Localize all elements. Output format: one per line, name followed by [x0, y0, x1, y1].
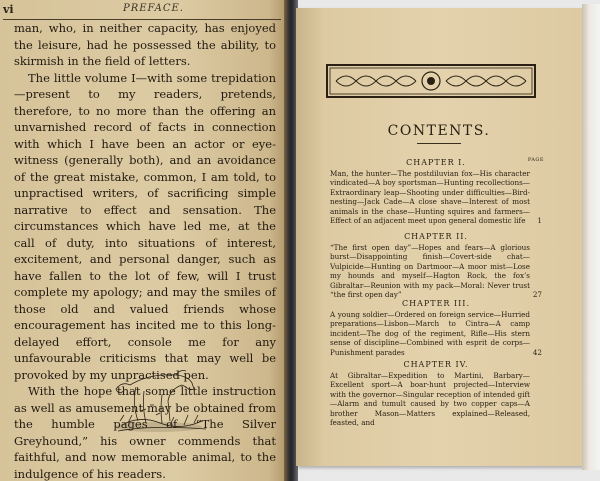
chapter-summary	[330, 310, 542, 357]
chapter-summary-text: A young soldier—Ordered on foreign service—Hurried preparations—Lisbon—March to Cintra—A camp incident—The dog of the regiment, Rifle—His stern sense of discipline—Combined with esprit de corps—Punishment parades	[330, 310, 530, 357]
chapter-summary-text: Man, the hunter—The postdiluvian fox—His character vindicated—A boy sportsman—Hunting recollections—Extraordinary leap—Shooting under difficulties—Bird-nesting—Jack Cade—A close shave—Interest of most animals in the chase—Hunting squires and farmers—Effect of an adjacent meet upon general domestic life	[330, 169, 530, 226]
left-page	[0, 0, 292, 481]
chapter-heading: CHAPTER II.	[404, 232, 468, 241]
chapter-summary	[330, 371, 542, 427]
chapter-heading: CHAPTER III.	[401, 299, 471, 308]
chapter-entry-1	[330, 158, 542, 225]
ornamental-header	[326, 64, 536, 98]
right-page	[296, 8, 582, 466]
chapter-heading: CHAPTER I.	[406, 158, 466, 167]
contents-title: CONTENTS.	[387, 123, 491, 139]
page-column-label: PAGE	[527, 157, 544, 163]
chapter-page-number: 27	[532, 290, 542, 300]
chapter-summary	[330, 169, 542, 225]
chapter-entry-4	[330, 360, 542, 427]
chapter-summary	[330, 243, 542, 299]
paragraph: With the hope that some little instruction as well as amusement may be obtained from the humble pages of “The Silver Greyhound,” his owner commends that faithful, and now memorable animal, to the indulgence of his readers.	[14, 384, 276, 481]
page-edges	[582, 4, 600, 470]
paragraph: The little volume I—with some trepidation—present to my readers, pretends, therefore, to no more than the offering an unvarnished record of facts in connection with which I have been an actor or eye-witness (generally both), and an avoidance of the great mistake, common, I am told, to unpractised writers, of sacrificing simple narrative to effect and sensation. The circumstances which have led me, at the call of duty, into situations of interest, excitement, and personal danger, such as have fallen to the lot of few, will I trust complete my apology; and may the smiles of those old and valued friends whose encouragement has incited me to this long-delayed effort, console me for any unfavourable criticisms that may well be provoked by my unpractised pen.	[14, 70, 276, 382]
running-title: PREFACE.	[123, 3, 184, 14]
chapter-page-number: 42	[532, 347, 542, 357]
chapter-summary-text: “The first open day”—Hopes and fears—A glorious burst—Disappointing finish—Covert-side chat—Vulpicide—Hunting on Dartmoor—A moor mist—Lose my hounds and myself—Hagton Rock, the fox’s Gibraltar—Reunion with my pack—Moral: Never trust “the first open day”	[330, 243, 530, 300]
paragraph: man, who, in neither capacity, has enjoyed the leisure, had he possessed the ability, to skirmish in the field of letters.	[14, 21, 276, 68]
running-head	[3, 3, 278, 17]
title-rule	[417, 143, 461, 144]
chapter-entry-3	[330, 299, 542, 357]
greyhound-illustration	[110, 345, 210, 437]
chapter-summary-text: At Gibraltar—Expedition to Martini, Barbary—Excellent sport—A boar-hunt projected—Interview with the governor—Singular reception of intended gift—Alarm and tumult caused by two copper caps—A brother Mason—Matters explained—Released, feasted, and	[330, 371, 530, 428]
chapter-page-number: 1	[537, 216, 542, 226]
chapter-heading: CHAPTER IV.	[403, 360, 469, 369]
page-number: vi	[3, 3, 14, 16]
chapter-entry-2	[330, 232, 542, 299]
